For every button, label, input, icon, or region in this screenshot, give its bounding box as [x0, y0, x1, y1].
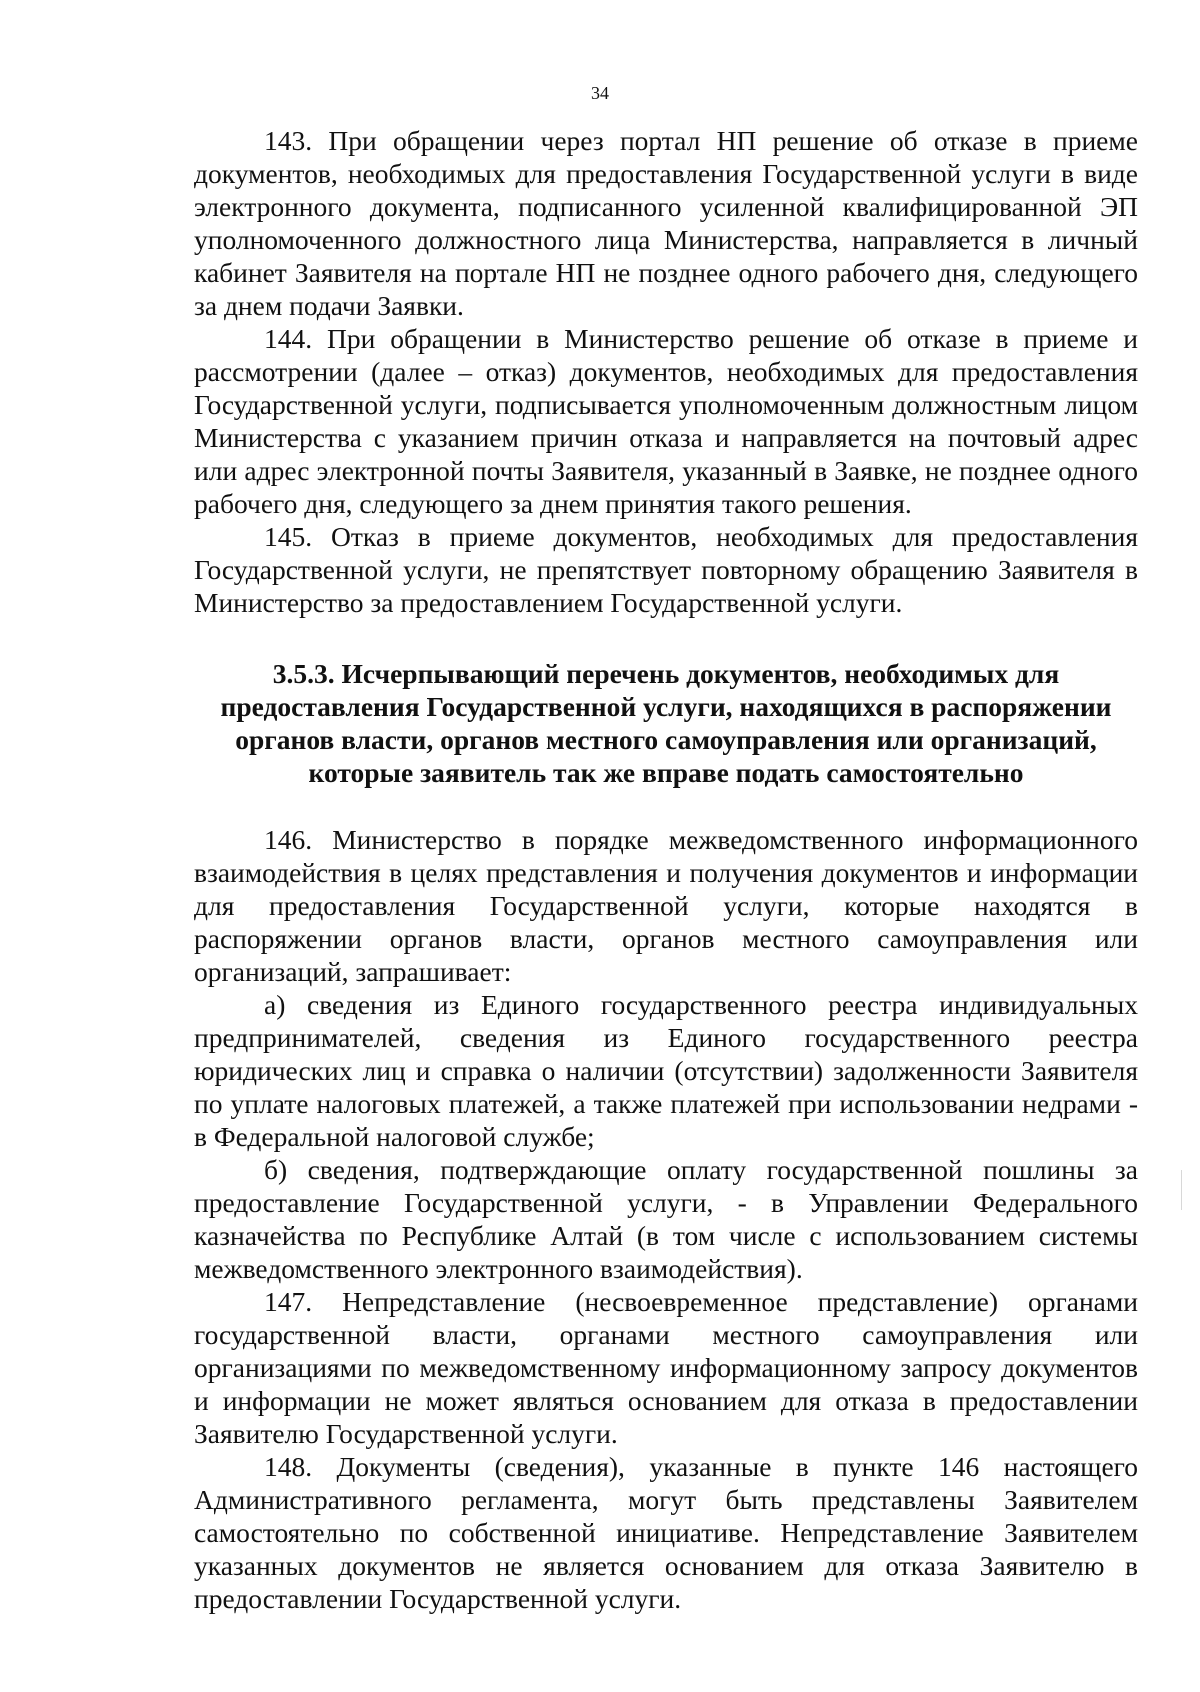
paragraph-145: 145. Отказ в приеме документов, необходимых для предоставления Государственной услуги, не препятствует повторному обращению Заявителя в Министерство за предоставлением Государственной услуги. [194, 521, 1138, 618]
subitem-b: б) сведения, подтверждающие оплату государственной пошлины за предоставление Государственной услуги, - в Управлении Федерального казначейства по Республике Алтай (в том числе с использованием системы межведомственного электронного взаимодействия). [194, 1154, 1138, 1284]
paragraph-146: 146. Министерство в порядке межведомственного информационного взаимодействия в целях представления и получения документов и информации для предоставления Государственной услуги, которые находятся в распоряжении органов власти, органов местного самоуправления или организаций, запрашивает: [194, 824, 1138, 987]
heading-line-3: органов власти, органов местного самоуправления или организаций, [235, 724, 1097, 755]
paragraph-144: 144. При обращении в Министерство решение об отказе в приеме и рассмотрении (далее – отказ) документов, необходимых для предоставления Государственной услуги, подписывается уполномоченным должностным лицом Министерства с указанием причин отказа и направляется на почтовый адрес или адрес электронной почты Заявителя, указанный в Заявке, не позднее одного рабочего дня, следующего за днем принятия такого решения. [194, 323, 1138, 519]
section-heading-3-5-3 [194, 657, 1138, 789]
heading-line-1: 3.5.3. Исчерпывающий перечень документов, необходимых для [272, 658, 1060, 689]
paragraph-147: 147. Непредставление (несвоевременное представление) органами государственной власти, органами местного самоуправления или организациями по межведомственному информационному запросу документов и информации не может являться основанием для отказа в предоставлении Заявителю Государственной услуги. [194, 1286, 1138, 1449]
scan-edge-mark [1181, 1170, 1182, 1210]
subitem-a: а) сведения из Единого государственного реестра индивидуальных предпринимателей, сведения из Единого государственного реестра юридических лиц и справка о наличии (отсутствии) задолженности Заявителя по уплате налоговых платежей, а также платежей при использовании недрами - в Федеральной налоговой службе; [194, 989, 1138, 1152]
heading-line-4: которые заявитель так же вправе подать самостоятельно [308, 757, 1024, 788]
heading-line-2: предоставления Государственной услуги, находящихся в распоряжении [220, 691, 1112, 722]
paragraph-143: 143. При обращении через портал НП решение об отказе в приеме документов, необходимых для предоставления Государственной услуги в виде электронного документа, подписанного усиленной квалифицированной ЭП уполномоченного должностного лица Министерства, направляется в личный кабинет Заявителя на портале НП не позднее одного рабочего дня, следующего за днем подачи Заявки. [194, 125, 1138, 321]
document-body [194, 124, 1138, 1615]
paragraph-148: 148. Документы (сведения), указанные в пункте 146 настоящего Административного регламента, могут быть представлены Заявителем самостоятельно по собственной инициативе. Непредставление Заявителем указанных документов не является основанием для отказа Заявителю в предоставлении Государственной услуги. [194, 1451, 1138, 1614]
page-number: 34 [591, 83, 609, 103]
